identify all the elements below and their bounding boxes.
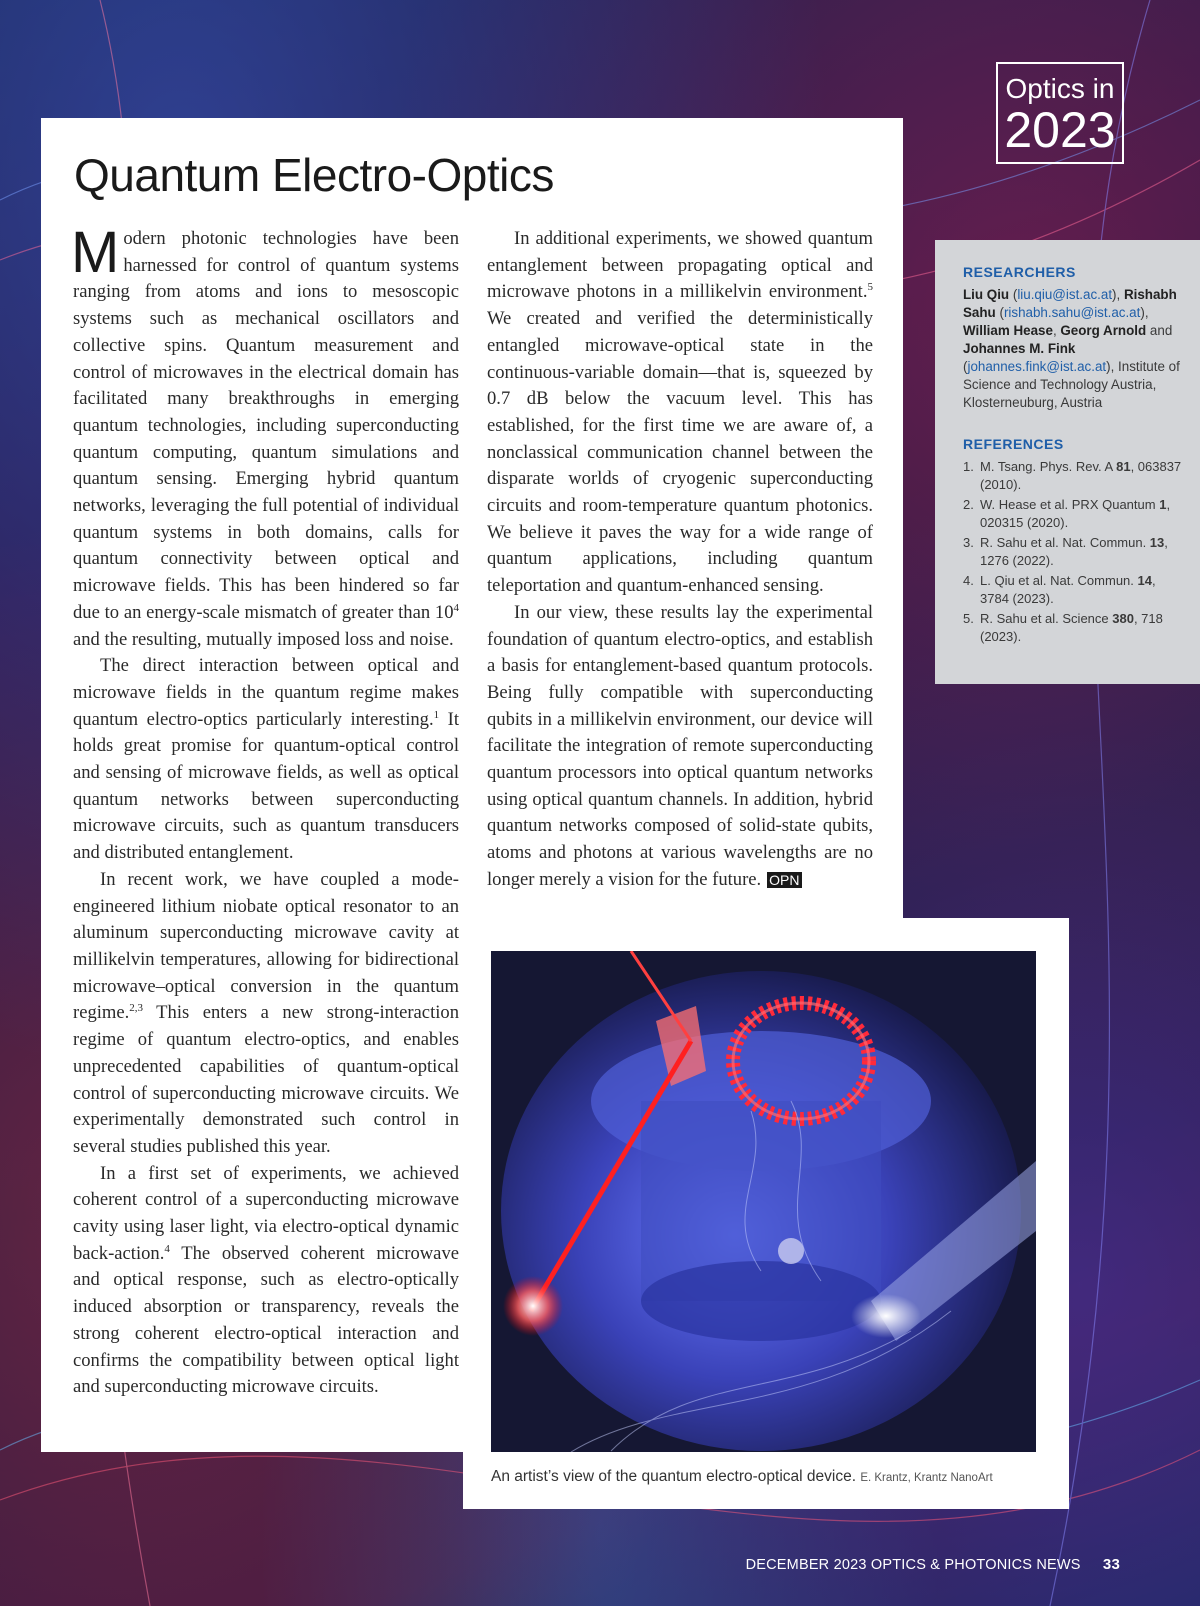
reference-item: 3. R. Sahu et al. Nat. Commun. 13, 1276 (2022). — [963, 535, 1168, 568]
page-number: 33 — [1102, 1556, 1120, 1573]
researchers-heading: RESEARCHERS — [963, 264, 1076, 280]
device-illustration — [491, 951, 1036, 1452]
paragraph: In our view, these results lay the experimental foundation of quantum electro-optics, and establish a basis for entanglement-based quantum protocols. Being fully compatible with superconducting qubits in a millikelvin environment, our device will facilitate the integration of remote superconducting quantum processors into optical quantum networks using optical quantum channels. In addition, hybrid quantum networks composed of solid-state qubits, atoms and photons at various wavelengths are no longer merely a vision for the future. OPN — [487, 601, 873, 890]
figure-caption: An artist’s view of the quantum electro-optical device. E. Krantz, Krantz NanoArt — [491, 1468, 993, 1485]
paragraph: In additional experiments, we showed quantum entanglement between propagating optical and microwave photons in a millikelvin environment.$^5$ We created and verified the deterministically entangled microwave-optical state in the continuous-variable domain—that is, squeezed by 0.7 dB below the vacuum level. This has established, for the first time we are aware of, a nonclassical communication channel between the disparate worlds of cryogenic superconducting circuits and room-temperature quantum photonics. We believe it paves the way for a wide range of quantum applications, including quantum teleportation and quantum-enhanced sensing. — [487, 228, 873, 597]
paragraph: The direct interaction between optical and microwave fields in the quantum regime makes quantum electro-optics particularly interesting.$^1$ It holds great promise for quantum-optical control and sensing of microwave fields, as well as optical quantum networks between superconducting microwave circuits, such as quantum transducers and distributed entanglement. — [73, 655, 459, 864]
article-column-left — [71, 220, 459, 1401]
paragraph: Modern photonic technologies have been harnessed for control of quantum systems ranging from atoms and ions to mesoscopic systems such as mechanical oscillators and collective spins. Quantum measurement and control of microwaves in the electrical domain has facilitated many breakthroughs in emerging quantum technologies, including superconducting quantum computing, quantum simulations and quantum sensing. Emerging hybrid quantum networks, leveraging the full potential of individual quantum systems in both domains, calls for quantum connectivity between optical and microwave fields. This has been hindered so far due to an energy-scale mismatch of greater than $10^4$ and the resulting, mutually imposed loss and noise. — [71, 220, 459, 650]
badge-year: 2023 — [1004, 102, 1116, 158]
reference-item: 5. R. Sahu et al. Science 380, 718 (2023). — [963, 611, 1163, 644]
reference-item: 4. L. Qiu et al. Nat. Commun. 14, 3784 (2023). — [963, 573, 1156, 606]
image-credit: E. Krantz, Krantz NanoArt — [860, 1472, 993, 1484]
affiliation: Institute of Science and Technology Austria, Klosterneuburg, Austria — [963, 359, 1180, 410]
email-link[interactable]: liu.qiu@ist.ac.at — [1017, 287, 1113, 302]
article-title: Quantum Electro-Optics — [74, 149, 554, 201]
info-sidebar — [935, 240, 1200, 684]
badge-label: Optics in — [1005, 73, 1115, 104]
references-heading: REFERENCES — [963, 436, 1064, 452]
end-mark: OPN — [769, 871, 800, 888]
drop-cap: M — [71, 220, 120, 285]
page-footer — [746, 1556, 1120, 1573]
figure-panel — [463, 918, 1069, 1509]
researchers-list: Liu Qiu (liu.qiu@ist.ac.at), Rishabh Sahu (rishabh.sahu@ist.ac.at), William Hease, Georg Arnold and Johannes M. Fink (johannes.fink@ist.ac.at), Institute of Science and Technology Austria, Klosterneuburg, Austria — [963, 287, 1180, 410]
paragraph: In a first set of experiments, we achieved coherent control of a superconducting microwave cavity using laser light, via electro-optical dynamic back-action.$^4$ The observed coherent microwave and optical response, such as electro-optically induced absorption or transparency, reveals the strong coherent electro-optical interaction and confirms the compatibility between optical light and superconducting microwave circuits. — [73, 1162, 459, 1398]
article-column-right — [487, 226, 873, 894]
footer-issue: DECEMBER 2023 — [745, 1557, 867, 1573]
email-link[interactable]: rishabh.sahu@ist.ac.at — [1003, 305, 1141, 320]
references-list — [963, 458, 1182, 645]
email-link[interactable]: johannes.fink@ist.ac.at — [967, 359, 1107, 374]
footer-magazine: OPTICS & PHOTONICS NEWS — [870, 1557, 1081, 1573]
paragraph: In recent work, we have coupled a mode-engineered lithium niobate optical resonator to an aluminum superconducting microwave cavity at millikelvin temperatures, allowing for bidirectional microwave–optical conversion in the quantum regime.$^{2,3}$ This enters a new strong-interaction regime of quantum electro-optics, and enables unprecedented capabilities of quantum-optical control of superconducting microwave circuits. We experimentally demonstrated such control in several studies published this year. — [73, 868, 459, 1157]
reference-item: 2. W. Hease et al. PRX Quantum 1, 020315 (2020). — [963, 497, 1171, 530]
section-badge — [996, 62, 1124, 164]
reference-item: 1. M. Tsang. Phys. Rev. A 81, 063837 (2010). — [963, 459, 1182, 492]
